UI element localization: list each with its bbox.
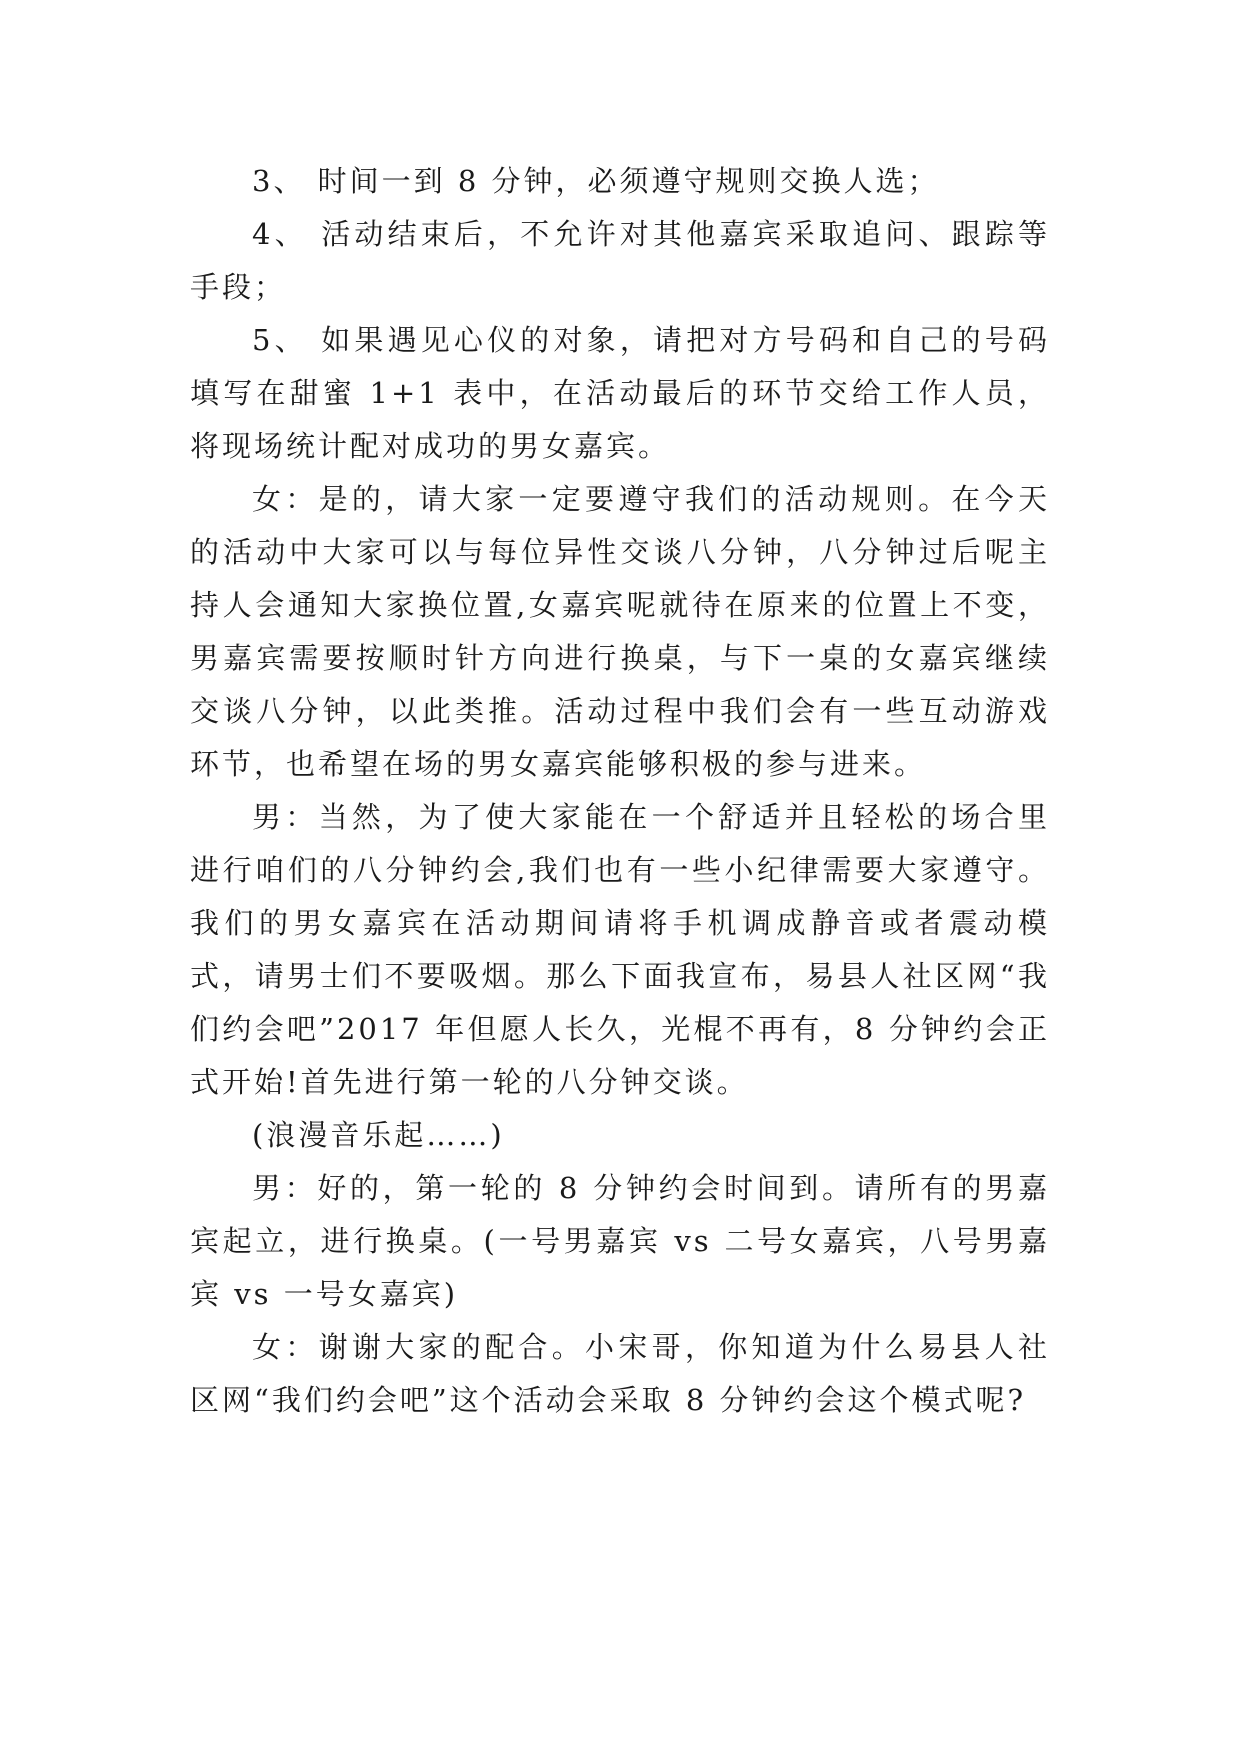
male-host-line: 男：当然，为了使大家能在一个舒适并且轻松的场合里进行咱们的八分钟约会,我们也有一些小纪律需要大家遵守。我们的男女嘉宾在活动期间请将手机调成静音或者震动模式，请男士们不要吸烟。那么下面我宣布，易县人社区网“我们约会吧”2017 年但愿人长久，光棍不再有，8 分钟约会正式开始!首先进行第一轮的八分钟交谈。: [190, 800, 1050, 1099]
stage-direction: (浪漫音乐起……): [252, 1118, 505, 1152]
rule-item-4: 4、 活动结束后，不允许对其他嘉宾采取追问、跟踪等手段；: [190, 217, 1050, 304]
rule-item-3: 3、 时间一到 8 分钟，必须遵守规则交换人选；: [252, 164, 940, 198]
document-body: [190, 155, 1050, 1427]
male-host-line-2: 男：好的，第一轮的 8 分钟约会时间到。请所有的男嘉宾起立，进行换桌。(一号男嘉宾 vs 二号女嘉宾，八号男嘉宾 vs 一号女嘉宾): [190, 1171, 1050, 1311]
female-host-line: 女：是的，请大家一定要遵守我们的活动规则。在今天的活动中大家可以与每位异性交谈八分钟，八分钟过后呢主持人会通知大家换位置,女嘉宾呢就待在原来的位置上不变，男嘉宾需要按顺时针方向进行换桌，与下一桌的女嘉宾继续交谈八分钟，以此类推。活动过程中我们会有一些互动游戏环节，也希望在场的男女嘉宾能够积极的参与进来。: [190, 482, 1050, 781]
female-host-line-2: 女：谢谢大家的配合。小宋哥，你知道为什么易县人社区网“我们约会吧”这个活动会采取 8 分钟约会这个模式呢?: [190, 1330, 1050, 1417]
rule-item-5: 5、 如果遇见心仪的对象，请把对方号码和自己的号码填写在甜蜜 1+1 表中，在活动最后的环节交给工作人员，将现场统计配对成功的男女嘉宾。: [190, 323, 1050, 463]
